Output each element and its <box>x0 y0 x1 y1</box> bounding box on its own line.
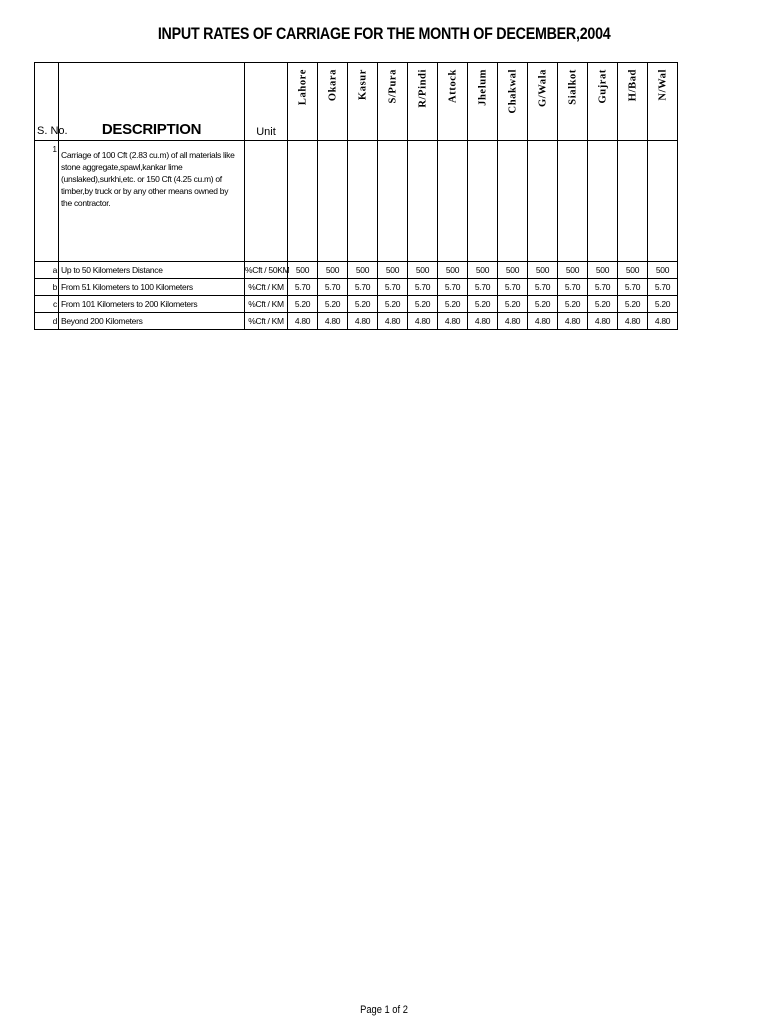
rate-cell: 5.20 <box>468 296 498 313</box>
rate-cell: 5.20 <box>438 296 468 313</box>
header-city <box>408 63 438 141</box>
rate-cell: 500 <box>408 262 438 279</box>
rate-cell: 5.70 <box>288 279 318 296</box>
item-number: 1 <box>35 141 59 262</box>
empty-cell <box>288 141 318 262</box>
rate-row <box>35 313 678 330</box>
row-description: Beyond 200 Kilometers <box>59 313 245 330</box>
rate-row <box>35 279 678 296</box>
rate-cell: 5.70 <box>378 279 408 296</box>
item-description: Carriage of 100 Cft (2.83 cu.m) of all materials like stone aggregate,spawl,kankar lime (unslaked),surkhi,etc. or 150 Cft (4.25 cu.m) of timber,by truck or by any other means owned by the contractor. <box>59 141 245 262</box>
item-row <box>35 141 678 262</box>
rate-cell: 5.20 <box>618 296 648 313</box>
rate-cell: 5.70 <box>348 279 378 296</box>
rate-cell: 5.20 <box>318 296 348 313</box>
header-city <box>288 63 318 141</box>
city-label: Attock <box>447 69 458 103</box>
city-label: N/Wal <box>657 69 668 101</box>
rate-cell: 5.70 <box>618 279 648 296</box>
city-label: Jhelum <box>477 69 488 106</box>
empty-cell <box>378 141 408 262</box>
rate-cell: 4.80 <box>288 313 318 330</box>
header-sno: S. No. <box>35 63 59 141</box>
rate-cell: 4.80 <box>618 313 648 330</box>
rate-cell: 5.20 <box>408 296 438 313</box>
rate-cell: 500 <box>288 262 318 279</box>
city-label: S/Pura <box>387 69 398 104</box>
city-label: G/Wala <box>537 69 548 108</box>
page-footer: Page 1 of 2 <box>360 1004 408 1016</box>
rate-cell: 4.80 <box>498 313 528 330</box>
city-label: Kasur <box>357 69 368 101</box>
rate-cell: 4.80 <box>348 313 378 330</box>
rate-cell: 5.70 <box>408 279 438 296</box>
row-sno: c <box>35 296 59 313</box>
rate-cell: 500 <box>468 262 498 279</box>
rate-cell: 5.70 <box>648 279 678 296</box>
city-label: Gujrat <box>597 69 608 104</box>
empty-cell <box>648 141 678 262</box>
rate-cell: 500 <box>648 262 678 279</box>
rate-cell: 5.20 <box>348 296 378 313</box>
rate-cell: 4.80 <box>528 313 558 330</box>
city-label: R/Pindi <box>417 69 428 108</box>
rate-cell: 5.70 <box>588 279 618 296</box>
row-sno: d <box>35 313 59 330</box>
empty-cell <box>528 141 558 262</box>
row-unit: %Cft / KM <box>245 296 288 313</box>
header-city <box>348 63 378 141</box>
empty-cell <box>318 141 348 262</box>
rate-cell: 4.80 <box>588 313 618 330</box>
rate-row <box>35 262 678 279</box>
rate-cell: 4.80 <box>378 313 408 330</box>
rate-cell: 5.70 <box>468 279 498 296</box>
rate-cell: 4.80 <box>648 313 678 330</box>
city-label: Lahore <box>297 69 308 106</box>
city-label: H/Bad <box>627 69 638 102</box>
header-city <box>378 63 408 141</box>
rate-cell: 500 <box>618 262 648 279</box>
rate-cell: 500 <box>318 262 348 279</box>
rate-cell: 5.20 <box>588 296 618 313</box>
empty-cell <box>618 141 648 262</box>
rate-cell: 5.20 <box>498 296 528 313</box>
empty-cell <box>588 141 618 262</box>
rate-cell: 5.70 <box>558 279 588 296</box>
empty-cell <box>245 141 288 262</box>
rate-cell: 5.20 <box>648 296 678 313</box>
row-unit: %Cft / KM <box>245 313 288 330</box>
rate-cell: 500 <box>378 262 408 279</box>
rate-row <box>35 296 678 313</box>
rate-cell: 5.20 <box>528 296 558 313</box>
rate-cell: 5.70 <box>528 279 558 296</box>
rate-cell: 5.70 <box>318 279 348 296</box>
row-description: From 51 Kilometers to 100 Kilometers <box>59 279 245 296</box>
rates-table <box>34 62 678 330</box>
rate-cell: 500 <box>498 262 528 279</box>
empty-cell <box>348 141 378 262</box>
rate-cell: 4.80 <box>468 313 498 330</box>
rate-cell: 4.80 <box>558 313 588 330</box>
city-label: Chakwal <box>507 69 518 114</box>
empty-cell <box>558 141 588 262</box>
rate-cell: 500 <box>528 262 558 279</box>
empty-cell <box>438 141 468 262</box>
rate-cell: 5.20 <box>288 296 318 313</box>
header-description: DESCRIPTION <box>59 63 245 141</box>
row-description: Up to 50 Kilometers Distance <box>59 262 245 279</box>
page-title: INPUT RATES OF CARRIAGE FOR THE MONTH OF DECEMBER,2004 <box>157 24 611 43</box>
rate-cell: 5.70 <box>438 279 468 296</box>
rate-cell: 4.80 <box>408 313 438 330</box>
empty-cell <box>408 141 438 262</box>
rate-cell: 500 <box>438 262 468 279</box>
header-row <box>35 63 678 141</box>
header-city <box>318 63 348 141</box>
header-city <box>558 63 588 141</box>
rate-cell: 5.20 <box>558 296 588 313</box>
header-unit: Unit <box>245 63 288 141</box>
rate-cell: 500 <box>558 262 588 279</box>
row-sno: a <box>35 262 59 279</box>
header-city <box>528 63 558 141</box>
header-city <box>468 63 498 141</box>
rate-cell: 4.80 <box>438 313 468 330</box>
empty-cell <box>498 141 528 262</box>
empty-cell <box>468 141 498 262</box>
row-unit: %Cft / 50KM <box>245 262 288 279</box>
row-unit: %Cft / KM <box>245 279 288 296</box>
header-city <box>648 63 678 141</box>
rate-cell: 5.70 <box>498 279 528 296</box>
rate-cell: 5.20 <box>378 296 408 313</box>
rate-cell: 500 <box>348 262 378 279</box>
row-sno: b <box>35 279 59 296</box>
rate-cell: 4.80 <box>318 313 348 330</box>
city-label: Okara <box>327 69 338 102</box>
rate-cell: 500 <box>588 262 618 279</box>
header-city <box>498 63 528 141</box>
city-label: Sialkot <box>567 69 578 105</box>
header-city <box>618 63 648 141</box>
row-description: From 101 Kilometers to 200 Kilometers <box>59 296 245 313</box>
header-city <box>588 63 618 141</box>
header-city <box>438 63 468 141</box>
